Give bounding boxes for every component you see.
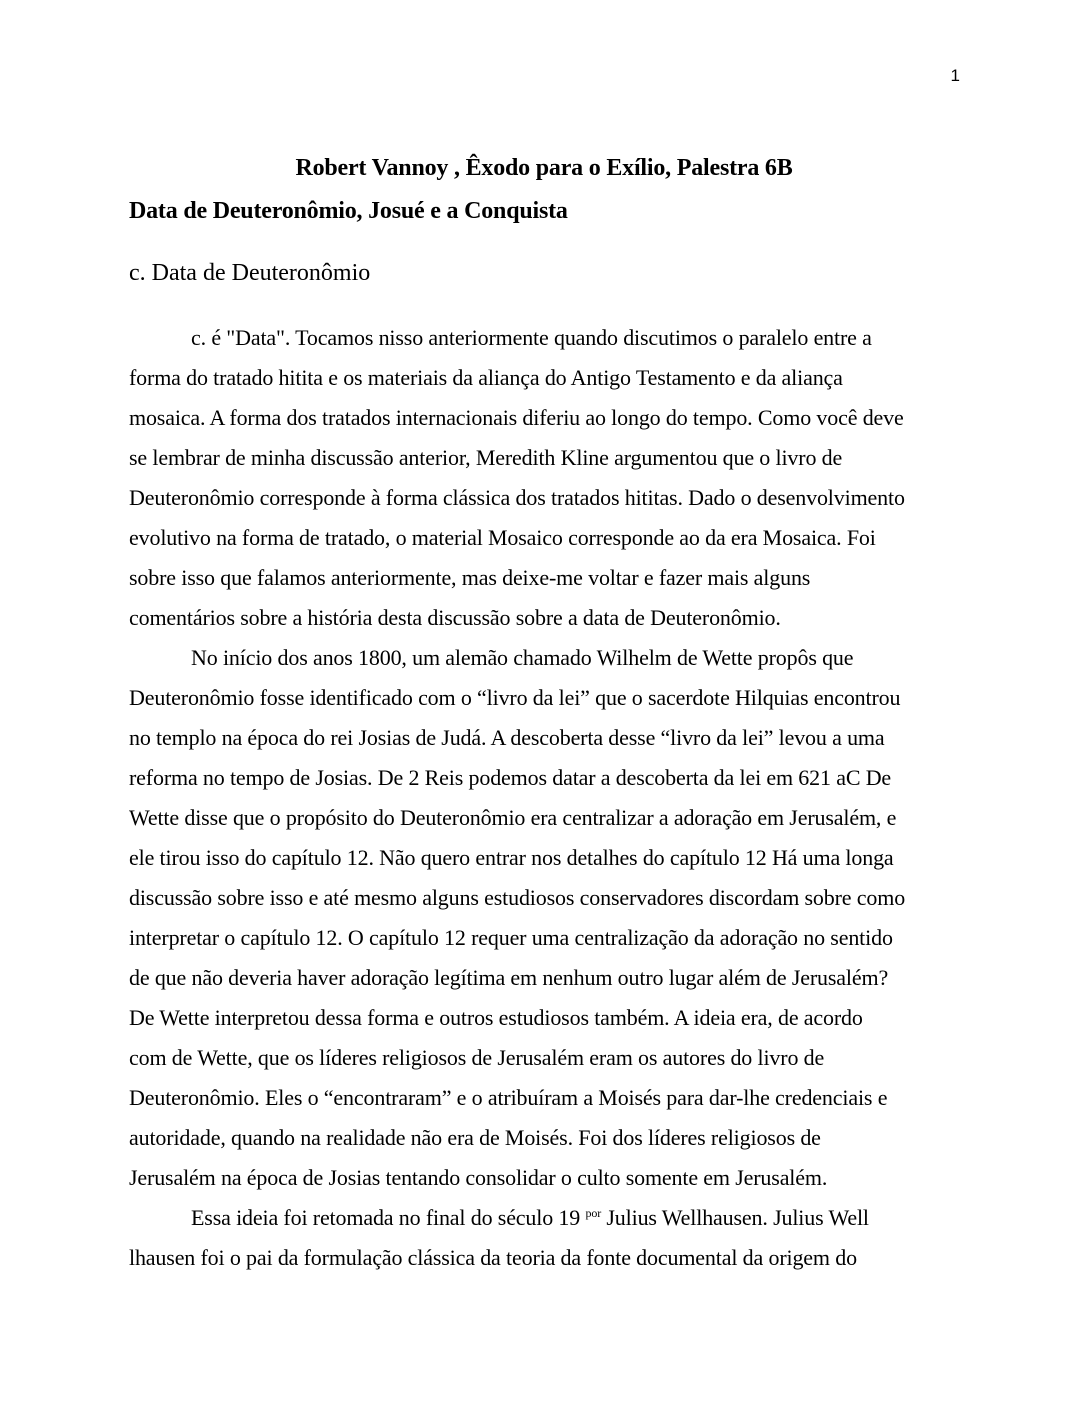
page-number: 1 <box>950 66 960 85</box>
text-line-tail: Julius Wellhausen. Julius Well <box>601 1205 869 1230</box>
text-line: Deuteronômio. Eles o “encontraram” e o atribuíram a Moisés para dar-lhe credenciais e <box>129 1085 888 1110</box>
text-line: Deuteronômio fosse identificado com o “livro da lei” que o sacerdote Hilquias encontrou <box>129 685 901 710</box>
text-line: interpretar o capítulo 12. O capítulo 12 requer uma centralização da adoração no sentido <box>129 925 893 950</box>
text-line-head: Essa ideia foi retomada no final do século 19 <box>191 1205 581 1230</box>
text-line: ele tirou isso do capítulo 12. Não quero entrar nos detalhes do capítulo 12 Há uma longa <box>129 845 894 870</box>
body-text <box>129 318 969 1278</box>
text-line-with-superscript <box>129 1198 969 1238</box>
text-line: de que não deveria haver adoração legítima em nenhum outro lugar além de Jerusalém? <box>129 965 889 990</box>
document-title: Robert Vannoy , Êxodo para o Exílio, Palestra 6B <box>295 155 793 181</box>
text-line: lhausen foi o pai da formulação clássica da teoria da fonte documental da origem do <box>129 1245 857 1270</box>
document-subtitle: Data de Deuteronômio, Josué e a Conquista <box>129 198 568 224</box>
text-line: discussão sobre isso e até mesmo alguns estudiosos conservadores discordam sobre como <box>129 885 906 910</box>
ordinal-superscript: por <box>585 1206 602 1220</box>
text-line: autoridade, quando na realidade não era de Moisés. Foi dos líderes religiosos de <box>129 1125 821 1150</box>
text-line: evolutivo na forma de tratado, o material Mosaico corresponde ao da era Mosaica. Foi <box>129 525 876 550</box>
text-line: sobre isso que falamos anteriormente, mas deixe-me voltar e fazer mais alguns <box>129 565 811 590</box>
text-line: No início dos anos 1800, um alemão chamado Wilhelm de Wette propôs que <box>191 645 854 670</box>
text-line: comentários sobre a história desta discussão sobre a data de Deuteronômio. <box>129 605 781 630</box>
text-line: com de Wette, que os líderes religiosos de Jerusalém eram os autores do livro de <box>129 1045 825 1070</box>
text-line: De Wette interpretou dessa forma e outros estudiosos também. A ideia era, de acordo <box>129 1005 863 1030</box>
text-line: Jerusalém na época de Josias tentando consolidar o culto somente em Jerusalém. <box>129 1165 828 1190</box>
text-line: Wette disse que o propósito do Deuteronômio era centralizar a adoração em Jerusalém, e <box>129 805 897 830</box>
text-line: no templo na época do rei Josias de Judá. A descoberta desse “livro da lei” levou a uma <box>129 725 885 750</box>
text-line: Deuteronômio corresponde à forma clássica dos tratados hititas. Dado o desenvolvimento <box>129 485 905 510</box>
text-line: mosaica. A forma dos tratados internacionais diferiu ao longo do tempo. Como você deve <box>129 405 904 430</box>
text-line: forma do tratado hitita e os materiais da aliança do Antigo Testamento e da aliança <box>129 365 843 390</box>
text-line: c. é "Data". Tocamos nisso anteriormente quando discutimos o paralelo entre a <box>191 325 872 350</box>
section-heading: c. Data de Deuteronômio <box>129 260 371 286</box>
text-line: reforma no tempo de Josias. De 2 Reis podemos datar a descoberta da lei em 621 aC De <box>129 765 892 790</box>
text-line: se lembrar de minha discussão anterior, Meredith Kline argumentou que o livro de <box>129 445 843 470</box>
